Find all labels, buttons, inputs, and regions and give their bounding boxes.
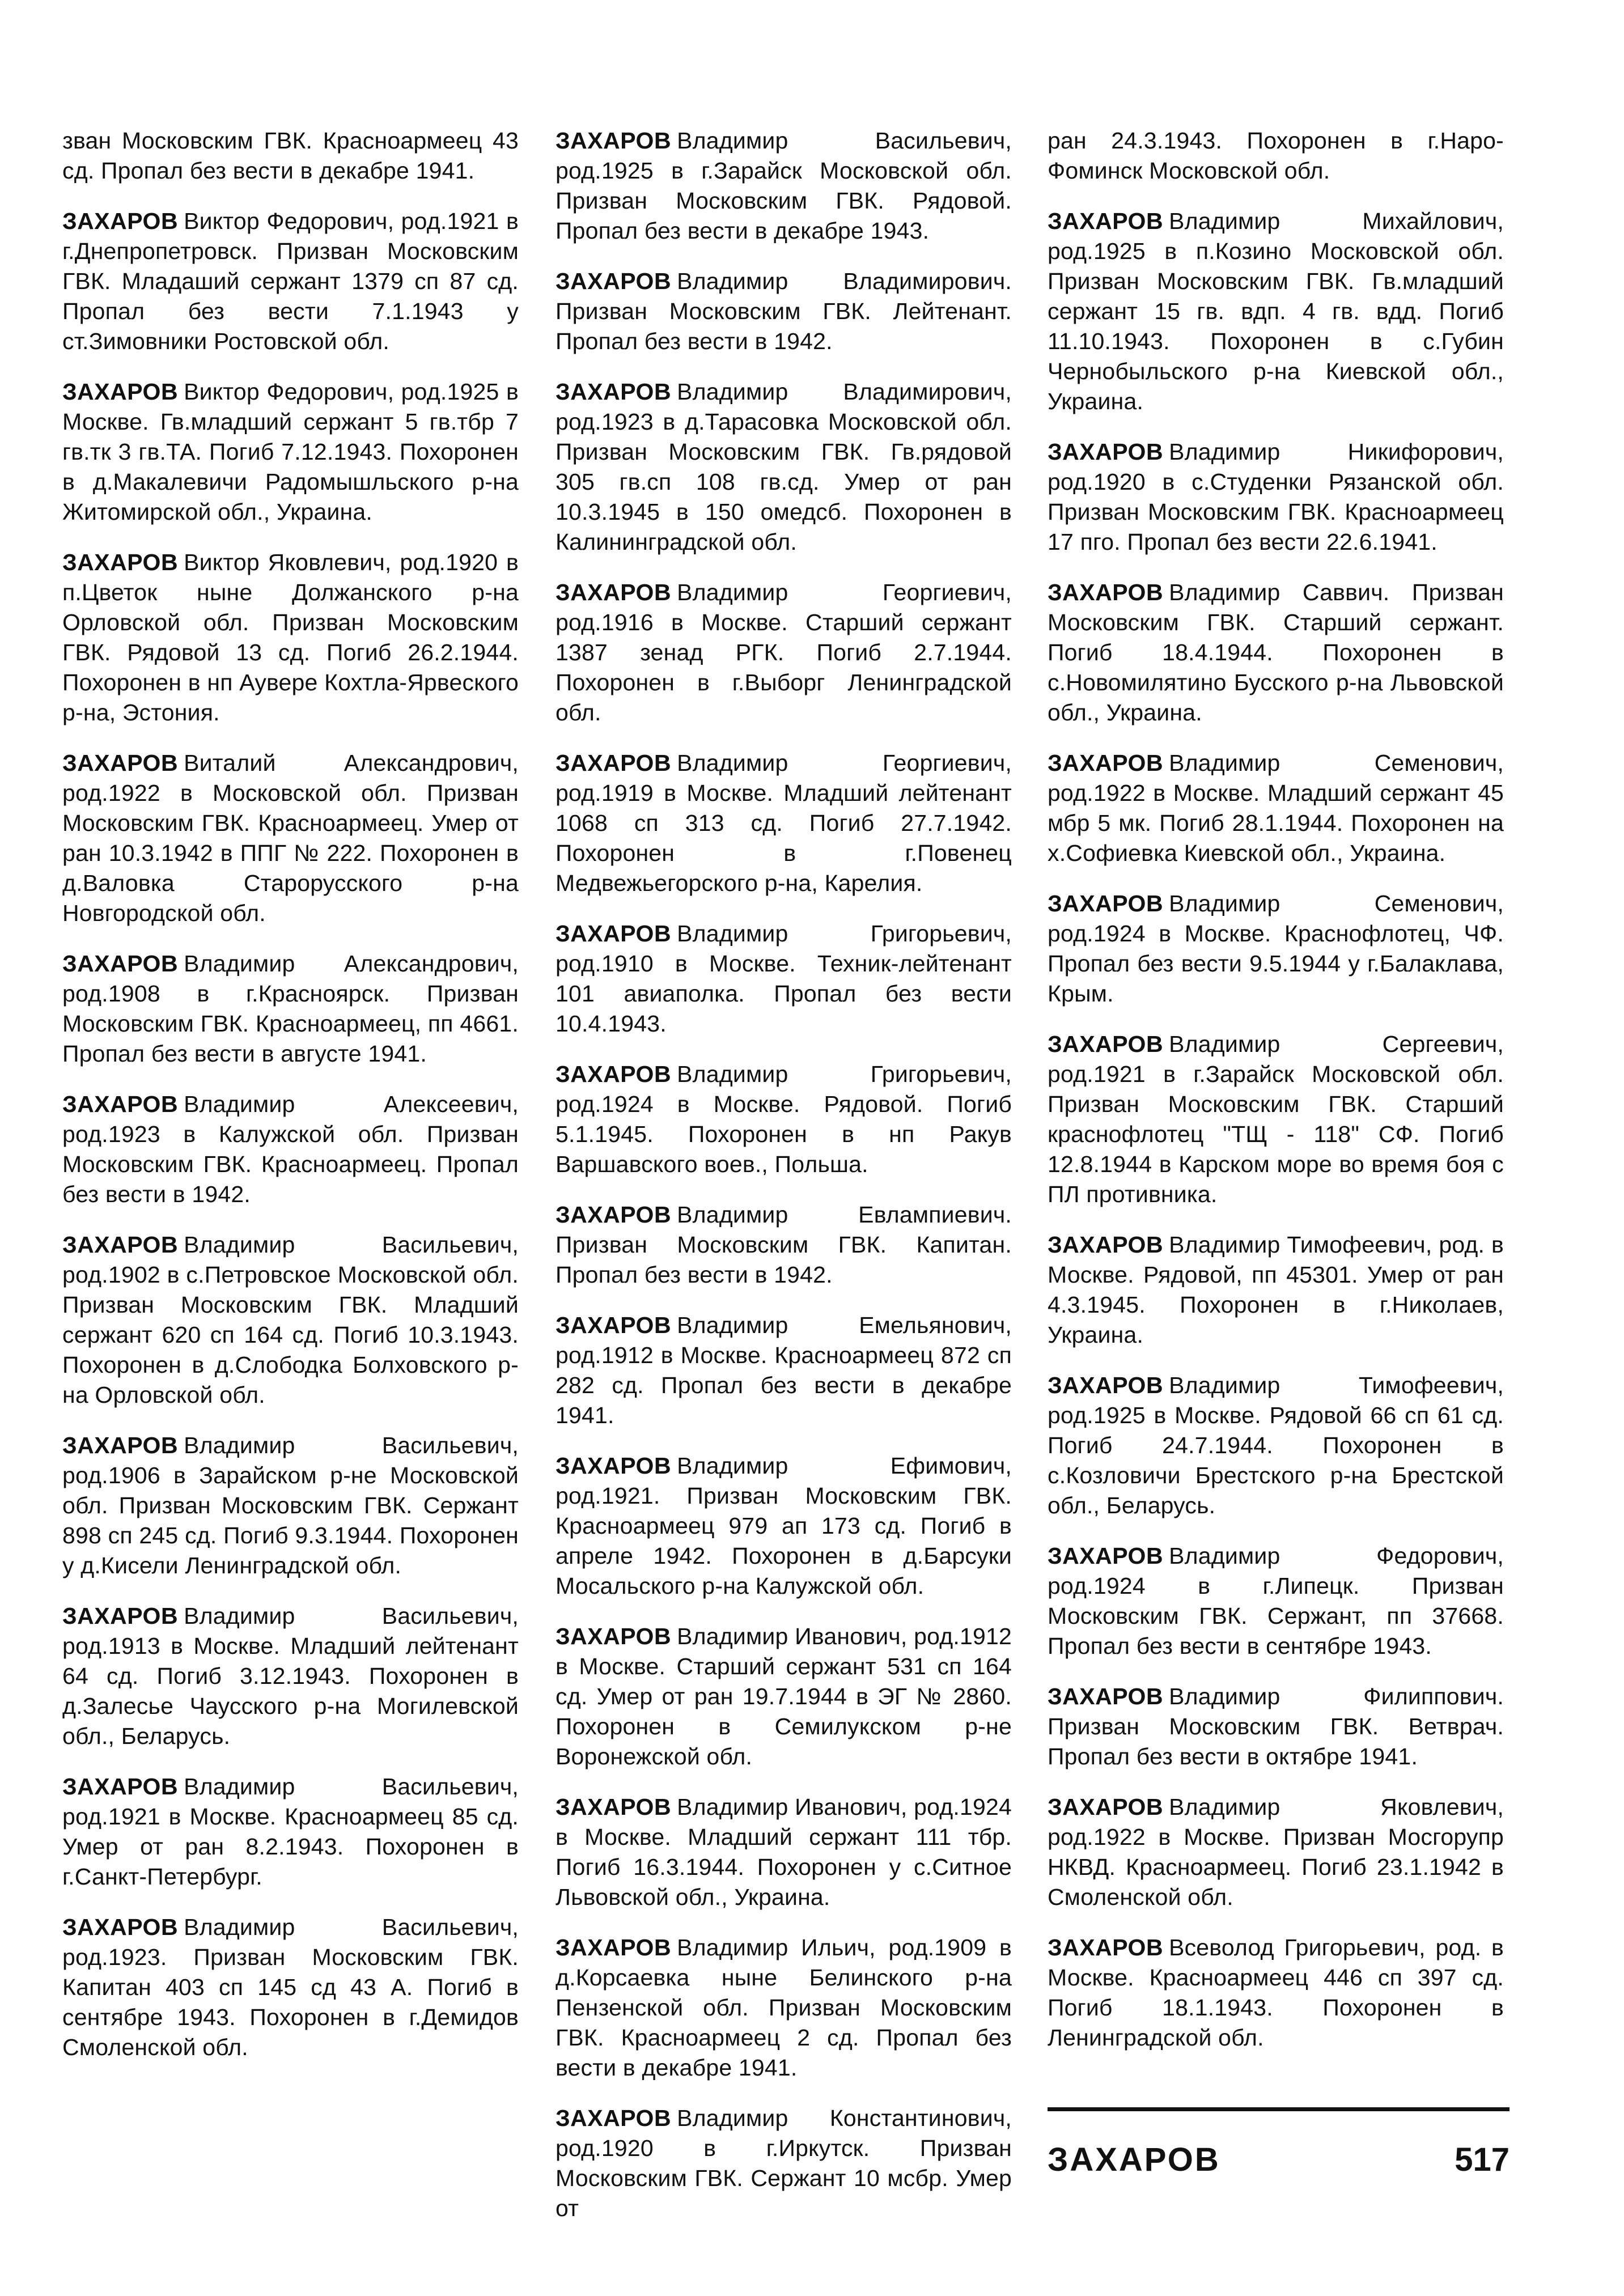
record-entry (1048, 889, 1504, 1009)
record-text: Владимир Алексеевич, род.1923 в Калужской обл. Призван Московским ГВК. Красноармеец. Пропал без вести в 1942. (62, 1091, 519, 1207)
record-text: Владимир Михайлович, род.1925 в п.Козино Московской обл. Призван Московским ГВК. Гв.младший сержант 15 гв. вдп. 4 гв. вдд. Погиб 11.10.1943. Похоронен в с.Губин Чернобыльского р-на Киевской обл., Украина. (1048, 208, 1504, 414)
record-entry (556, 1933, 1012, 2083)
record-entry (556, 919, 1012, 1039)
record-surname: ЗАХАРОВ (1048, 1232, 1164, 1258)
record-surname: ЗАХАРОВ (62, 1232, 179, 1258)
record-surname: ЗАХАРОВ (556, 128, 672, 154)
record-entry (1048, 578, 1504, 728)
record-surname: ЗАХАРОВ (556, 1312, 672, 1338)
record-text: Владимир Семенович, род.1922 в Москве. Младший сержант 45 мбр 5 мк. Погиб 28.1.1944. Похоронен на х.Софиевка Киевской обл., Украина. (1048, 750, 1504, 866)
record-entry (1048, 126, 1504, 186)
record-entry (556, 126, 1012, 246)
record-text: Владимир Васильевич, род.1902 в с.Петровское Московской обл. Призван Московским ГВК. Младший сержант 620 сп 164 сд. Погиб 10.3.1943. Похоронен в д.Слободка Болховского р-на Орловской обл. (62, 1232, 519, 1408)
running-head: ЗАХАРОВ (1048, 2141, 1220, 2178)
record-text: Всеволод Григорьевич, род. в Москве. Красноармеец 446 сп 397 сд. Погиб 18.1.1943. Похоронен в Ленинградской обл. (1048, 1934, 1504, 2051)
record-entry (62, 548, 519, 728)
record-surname: ЗАХАРОВ (62, 549, 179, 575)
record-entry (556, 1059, 1012, 1179)
text-column-2 (556, 126, 1012, 2244)
record-entry (62, 1230, 519, 1410)
record-surname: ЗАХАРОВ (1048, 890, 1164, 916)
record-entry (556, 377, 1012, 557)
record-entry (62, 1912, 519, 2062)
record-entry (556, 1792, 1012, 1912)
record-text: Владимир Сергеевич, род.1921 в г.Зарайск Московской обл. Призван Московским ГВК. Старший краснофлотец "ТЩ - 118" СФ. Погиб 12.8.1944 в Карском море во время боя с ПЛ противника. (1048, 1031, 1504, 1207)
text-column-3 (1048, 126, 1504, 2073)
record-entry (556, 1200, 1012, 1290)
record-entry (1048, 1541, 1504, 1661)
record-surname: ЗАХАРОВ (62, 950, 179, 977)
record-surname: ЗАХАРОВ (556, 750, 672, 776)
record-surname: ЗАХАРОВ (1048, 208, 1164, 234)
record-text: Владимир Васильевич, род.1923. Призван Московским ГВК. Капитан 403 сп 145 сд 43 А. Погиб в сентябре 1943. Похоронен в г.Демидов Смоленской обл. (62, 1914, 519, 2060)
record-text: Владимир Георгиевич, род.1916 в Москве. Старший сержант 1387 зенад РГК. Погиб 2.7.1944. Похоронен в г.Выборг Ленинградской обл. (556, 579, 1012, 725)
record-surname: ЗАХАРОВ (62, 379, 179, 405)
record-text: Владимир Григорьевич, род.1910 в Москве. Техник-лейтенант 101 авиаполка. Пропал без вести 10.4.1943. (556, 920, 1012, 1037)
record-surname: ЗАХАРОВ (556, 1061, 672, 1087)
record-surname: ЗАХАРОВ (62, 750, 179, 776)
record-text: Владимир Тимофеевич, род. в Москве. Рядовой, пп 45301. Умер от ран 4.3.1945. Похоронен в г.Николаев, Украина. (1048, 1232, 1504, 1348)
record-entry (62, 748, 519, 928)
record-entry (556, 1451, 1012, 1601)
record-surname: ЗАХАРОВ (556, 379, 672, 405)
record-surname: ЗАХАРОВ (1048, 1372, 1164, 1398)
record-text: Владимир Константинович, род.1920 в г.Иркутск. Призван Московским ГВК. Сержант 10 мсбр. Умер от (556, 2105, 1012, 2221)
page-number: 517 (1455, 2141, 1509, 2178)
record-surname: ЗАХАРОВ (62, 1603, 179, 1629)
record-surname: ЗАХАРОВ (1048, 1031, 1164, 1057)
record-text: Владимир Владимирович. Призван Московским ГВК. Лейтенант. Пропал без вести в 1942. (556, 268, 1012, 354)
record-surname: ЗАХАРОВ (556, 1934, 672, 1960)
record-entry (1048, 437, 1504, 557)
record-text: Виталий Александрович, род.1922 в Московской обл. Призван Московским ГВК. Красноармеец. Умер от ран 10.3.1942 в ППГ № 222. Похоронен в д.Валовка Старорусского р-на Новгородской обл. (62, 750, 519, 926)
record-surname: ЗАХАРОВ (1048, 439, 1164, 465)
record-text: Владимир Саввич. Призван Московским ГВК. Старший сержант. Погиб 18.4.1944. Похоронен в с.Новомилятино Бусского р-на Львовской обл., Украина. (1048, 579, 1504, 725)
record-surname: ЗАХАРОВ (1048, 1934, 1164, 1960)
record-entry (556, 1622, 1012, 1772)
page-footer (1048, 2137, 1509, 2182)
record-text: зван Московским ГВК. Красноармеец 43 сд. Пропал без вести в декабре 1941. (62, 128, 519, 184)
record-text: Владимир Никифорович, род.1920 в с.Студенки Рязанской обл. Призван Московским ГВК. Красноармеец 17 пго. Пропал без вести 22.6.1941. (1048, 439, 1504, 555)
record-text: Владимир Александрович, род.1908 в г.Красноярск. Призван Московским ГВК. Красноармеец, пп 4661. Пропал без вести в августе 1941. (62, 950, 519, 1067)
record-text: Владимир Ильич, род.1909 в д.Корсаевка ныне Белинского р-на Пензенской обл. Призван Московским ГВК. Красноармеец 2 сд. Пропал без вести в декабре 1941. (556, 1934, 1012, 2081)
record-surname: ЗАХАРОВ (556, 1794, 672, 1820)
record-text: Виктор Яковлевич, род.1920 в п.Цветок ныне Должанского р-на Орловской обл. Призван Московским ГВК. Рядовой 13 сд. Погиб 26.2.1944. Похоронен в нп Аувере Кохтла-Ярвеского р-на, Эстония. (62, 549, 519, 725)
record-surname: ЗАХАРОВ (556, 579, 672, 605)
record-text: Владимир Семенович, род.1924 в Москве. Краснофлотец, ЧФ. Пропал без вести 9.5.1944 у г.Балаклава, Крым. (1048, 890, 1504, 1007)
record-text: Владимир Евлампиевич. Призван Московским ГВК. Капитан. Пропал без вести в 1942. (556, 1202, 1012, 1288)
record-surname: ЗАХАРОВ (556, 1453, 672, 1479)
record-surname: ЗАХАРОВ (62, 1773, 179, 1800)
record-entry (556, 266, 1012, 357)
text-column-1 (62, 126, 519, 2083)
record-surname: ЗАХАРОВ (556, 268, 672, 294)
record-text: ран 24.3.1943. Похоронен в г.Наро-Фоминск Московской обл. (1048, 128, 1504, 184)
record-surname: ЗАХАРОВ (1048, 750, 1164, 776)
record-text: Владимир Емельянович, род.1912 в Москве. Красноармеец 872 сп 282 сд. Пропал без вести в декабре 1941. (556, 1312, 1012, 1428)
record-text: Владимир Яковлевич, род.1922 в Москве. Призван Мосгорупр НКВД. Красноармеец. Погиб 23.1.1942 в Смоленской обл. (1048, 1794, 1504, 1910)
record-surname: ЗАХАРОВ (1048, 1543, 1164, 1569)
record-entry (1048, 206, 1504, 417)
record-text: Виктор Федорович, род.1921 в г.Днепропетровск. Призван Московским ГВК. Младаший сержант 1379 сп 87 сд. Пропал без вести 7.1.1943 у ст.Зимовники Ростовской обл. (62, 208, 519, 354)
record-entry (556, 1310, 1012, 1431)
record-entry (556, 748, 1012, 898)
record-text: Владимир Филиппович. Призван Московским ГВК. Ветврач. Пропал без вести в октябре 1941. (1048, 1683, 1504, 1769)
record-surname: ЗАХАРОВ (556, 1202, 672, 1228)
record-surname: ЗАХАРОВ (62, 1432, 179, 1458)
record-entry (1048, 1933, 1504, 2053)
record-surname: ЗАХАРОВ (1048, 1683, 1164, 1709)
record-entry (62, 1089, 519, 1209)
record-text: Владимир Тимофеевич, род.1925 в Москве. Рядовой 66 сп 61 сд. Погиб 24.7.1944. Похоронен в с.Козловичи Брестского р-на Брестской обл., Беларусь. (1048, 1372, 1504, 1518)
record-text: Владимир Иванович, род.1924 в Москве. Младший сержант 111 тбр. Погиб 16.3.1944. Похоронен у с.Ситное Львовской обл., Украина. (556, 1794, 1012, 1910)
record-text: Владимир Григорьевич, род.1924 в Москве. Рядовой. Погиб 5.1.1945. Похоронен в нп Ракув Варшавского воев., Польша. (556, 1061, 1012, 1177)
record-entry (1048, 748, 1504, 868)
record-entry (62, 126, 519, 186)
record-text: Владимир Васильевич, род.1913 в Москве. Младший лейтенант 64 сд. Погиб 3.12.1943. Похоронен в д.Залесье Чаусского р-на Могилевской обл., Беларусь. (62, 1603, 519, 1749)
record-surname: ЗАХАРОВ (62, 208, 179, 234)
record-entry (1048, 1230, 1504, 1350)
record-entry (62, 1431, 519, 1581)
record-surname: ЗАХАРОВ (556, 1623, 672, 1649)
record-entry (1048, 1792, 1504, 1912)
record-entry (62, 1601, 519, 1751)
record-text: Владимир Ефимович, род.1921. Призван Московским ГВК. Красноармеец 979 ап 173 сд. Погиб в апреле 1942. Похоронен в д.Барсуки Мосальского р-на Калужской обл. (556, 1453, 1012, 1599)
record-text: Владимир Владимирович, род.1923 в д.Тарасовка Московской обл. Призван Московским ГВК. Гв.рядовой 305 гв.сп 108 гв.сд. Умер от ран 10.3.1945 в 150 омедсб. Похоронен в Калининградской обл. (556, 379, 1012, 555)
record-surname: ЗАХАРОВ (1048, 1794, 1164, 1820)
record-surname: ЗАХАРОВ (62, 1914, 179, 1940)
record-entry (556, 2103, 1012, 2223)
record-text: Владимир Васильевич, род.1906 в Зарайском р-не Московской обл. Призван Московским ГВК. Сержант 898 сп 245 сд. Погиб 9.3.1944. Похоронен у д.Кисели Ленинградской обл. (62, 1432, 519, 1578)
record-surname: ЗАХАРОВ (556, 2105, 672, 2131)
record-entry (62, 1772, 519, 1892)
record-surname: ЗАХАРОВ (556, 920, 672, 947)
record-surname: ЗАХАРОВ (62, 1091, 179, 1117)
record-text: Владимир Васильевич, род.1925 в г.Зарайск Московской обл. Призван Московским ГВК. Рядовой. Пропал без вести в декабре 1943. (556, 128, 1012, 244)
record-entry (1048, 1370, 1504, 1521)
record-text: Владимир Георгиевич, род.1919 в Москве. Младший лейтенант 1068 сп 313 сд. Погиб 27.7.1942. Похоронен в г.Повенец Медвежьегорского р-на, Карелия. (556, 750, 1012, 896)
record-entry (62, 949, 519, 1069)
record-text: Владимир Васильевич, род.1921 в Москве. Красноармеец 85 сд. Умер от ран 8.2.1943. Похоронен в г.Санкт-Петербург. (62, 1773, 519, 1890)
record-entry (1048, 1682, 1504, 1772)
record-text: Виктор Федорович, род.1925 в Москве. Гв.младший сержант 5 гв.тбр 7 гв.тк 3 гв.ТА. Погиб 7.12.1943. Похоронен в д.Макалевичи Радомышльского р-на Житомирской обл., Украина. (62, 379, 519, 525)
footer-rule (1048, 2107, 1509, 2111)
record-text: Владимир Иванович, род.1912 в Москве. Старший сержант 531 сп 164 сд. Умер от ран 19.7.1944 в ЭГ № 2860. Похоронен в Семилукском р-не Воронежской обл. (556, 1623, 1012, 1769)
record-entry (1048, 1029, 1504, 1209)
record-entry (62, 377, 519, 527)
record-text: Владимир Федорович, род.1924 в г.Липецк. Призван Московским ГВК. Сержант, пп 37668. Пропал без вести в сентябре 1943. (1048, 1543, 1504, 1659)
record-entry (62, 206, 519, 357)
record-surname: ЗАХАРОВ (1048, 579, 1164, 605)
record-entry (556, 578, 1012, 728)
